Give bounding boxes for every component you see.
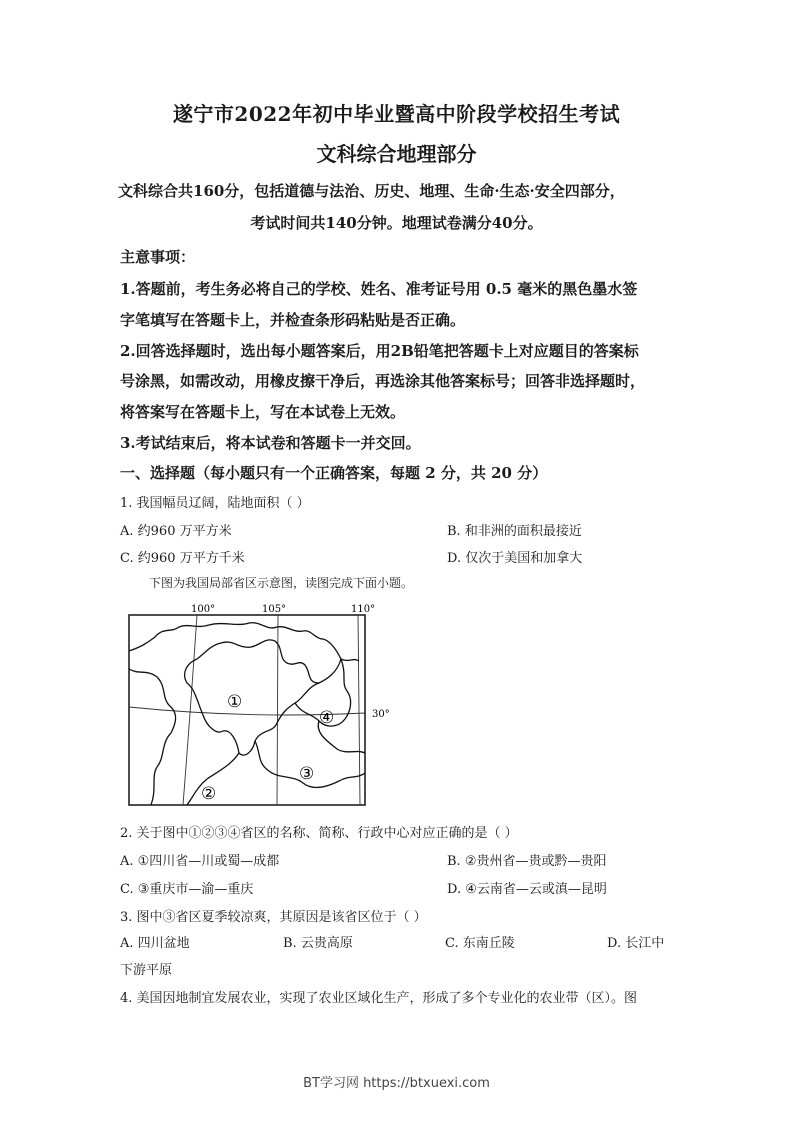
notice-line: 号涂黑，如需改动，用橡皮擦干净后，再选涂其他答案标号；回答非选择题时， [120, 372, 646, 390]
intro-line-2: 考试时间共140分钟。地理试卷满分40分。 [250, 214, 543, 232]
q1-option-d: D. 仅次于美国和加拿大 [447, 551, 583, 566]
page-footer: BT学习网 https://btxuexi.com [303, 1076, 490, 1091]
exam-subtitle: 文科综合地理部分 [316, 142, 477, 166]
lat-label-30: 30° [372, 709, 390, 720]
notice-line: 3.考试结束后，将本试卷和答题卡一并交回。 [120, 434, 421, 452]
west-boundary [129, 669, 176, 733]
notice-line: 1.答题前，考生务必将自己的学校、姓名、准考证号用 0.5 毫米的黑色墨水签 [120, 280, 638, 298]
southwest-boundary [151, 733, 171, 805]
q3-option-d: D. 长江中 [607, 936, 665, 951]
section-heading: 一、选择题（每小题只有一个正确答案，每题 2 分，共 20 分） [120, 464, 548, 482]
q1-option-b: B. 和非洲的面积最接近 [447, 524, 582, 539]
q3-stem: 3. 图中③省区夏季较凉爽，其原因是该省区位于（ ） [120, 910, 427, 925]
sichuan-north-boundary [185, 640, 319, 715]
q4-stem: 4. 美国因地制宜发展农业，实现了农业区域化生产，形成了多个专业化的农业带（区）。图 [120, 991, 638, 1006]
notice-heading: 主意事项： [120, 248, 196, 266]
notice-line: 将答案写在答题卡上，写在本试卷上无效。 [120, 403, 406, 421]
q3-option-a: A. 四川盆地 [120, 936, 190, 951]
province-marker-4: ④ [319, 708, 335, 728]
lon-label-110: 110° [351, 604, 376, 615]
intro-line-1: 文科综合共160分，包括道德与法治、历史、地理、生命·生态·安全四部分， [118, 182, 625, 200]
q2-option-a: A. ①四川省—川或蜀—成都 [120, 854, 280, 869]
meridian-100 [183, 615, 197, 805]
map-intro: 下图为我国局部省区示意图，读图完成下面小题。 [149, 576, 414, 590]
province-map [127, 603, 390, 808]
province-marker-2: ② [201, 784, 217, 804]
lon-label-100: 100° [191, 604, 216, 615]
q3-option-c: C. 东南丘陵 [445, 936, 515, 951]
province-marker-3: ③ [299, 764, 315, 784]
q1-option-c: C. 约960 万平方千米 [120, 551, 245, 566]
q3-option-d-continued: 下游平原 [120, 963, 173, 978]
q2-option-b: B. ②贵州省—贵或黔—贵阳 [447, 854, 607, 869]
q1-stem: 1. 我国幅员辽阔，陆地面积（ ） [120, 496, 310, 511]
q2-option-c: C. ③重庆市—渝—重庆 [120, 882, 254, 897]
notice-line: 2.回答选择题时，选出每小题答案后，用2B铅笔把答题卡上对应题目的答案标 [120, 342, 639, 360]
q3-option-b: B. 云贵高原 [283, 936, 353, 951]
q2-option-d: D. ④云南省—云或滇—昆明 [447, 882, 607, 897]
q2-stem: 2. 关于图中①②③④省区的名称、简称、行政中心对应正确的是（ ） [120, 826, 518, 841]
notice-line: 字笔填写在答题卡上，并检查条形码粘贴是否正确。 [120, 311, 466, 329]
north-boundary [129, 623, 359, 661]
province-marker-1: ① [227, 692, 243, 712]
lon-label-105: 105° [262, 604, 287, 615]
q1-option-a: A. 约960 万平方米 [120, 524, 232, 539]
exam-title: 遂宁市2022年初中毕业暨高中阶段学校招生考试 [172, 102, 621, 126]
